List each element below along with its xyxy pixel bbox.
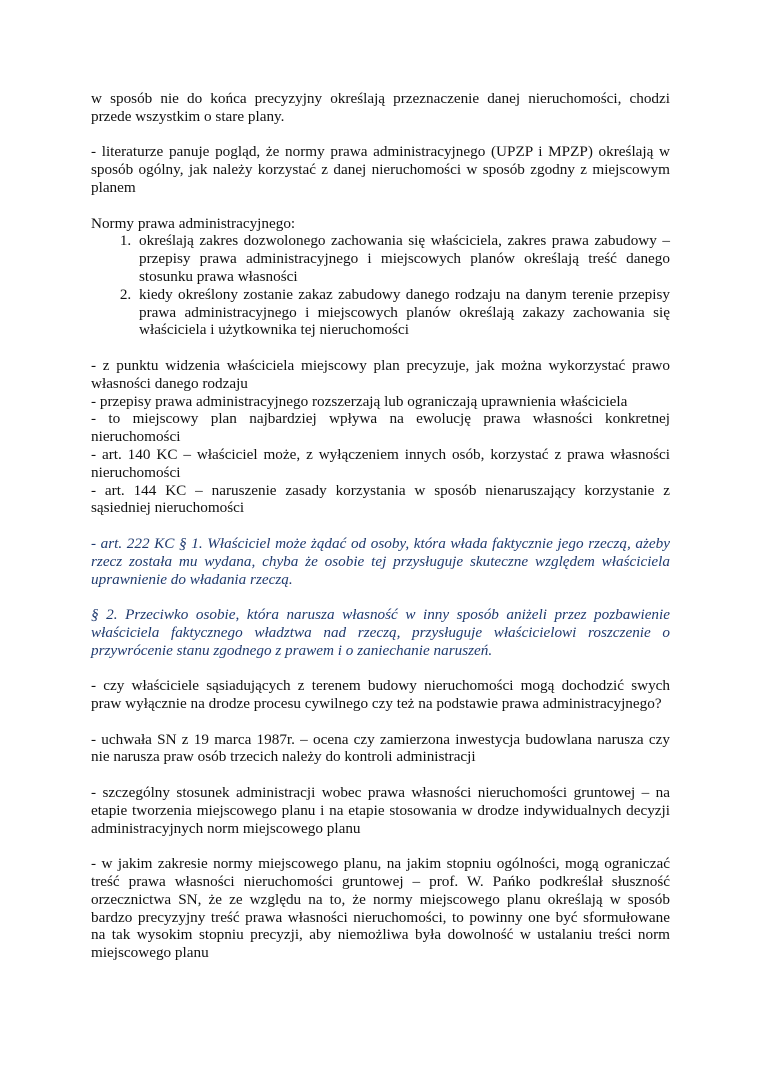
- bullet-item: - art. 140 KC – właściciel może, z wyłączeniem innych osób, korzystać z prawa własności nieruchomości: [91, 445, 670, 481]
- literature-paragraph: - literaturze panuje pogląd, że normy prawa administracyjnego (UPZP i MPZP) określają w sposób ogólny, jak należy korzystać z danej nieruchomości w sposób zgodny z miejscowym planem: [91, 143, 670, 196]
- neighbours-paragraph: - czy właściciele sąsiadujących z terenem budowy nieruchomości mogą dochodzić swych praw wyłącznie na drodze procesu cywilnego czy też na podstawie prawa administracyjnego?: [91, 677, 670, 713]
- bullet-group: [91, 357, 670, 517]
- norms-list-item: 2. kiedy określony zostanie zakaz zabudowy danego rodzaju na danym terenie przepisy prawa administracyjnego i miejscowych planów określają zakazy zachowania się właściciela i użytkownika tej nieruchomości: [135, 286, 670, 339]
- bullet-item: - przepisy prawa administracyjnego rozszerzają lub ograniczają uprawnienia właściciela: [91, 392, 628, 410]
- resolution-paragraph: - uchwała SN z 19 marca 1987r. – ocena czy zamierzona inwestycja budowlana narusza czy nie narusza praw osób trzecich należy do kontroli administracji: [91, 730, 670, 766]
- bullet-item: - z punktu widzenia właściciela miejscowy plan precyzuje, jak można wykorzystać prawo własności danego rodzaju: [91, 356, 670, 392]
- document-page: [91, 90, 670, 980]
- norms-heading: Normy prawa administracyjnego:: [91, 214, 296, 232]
- quote-art222-paragraph1: - art. 222 KC § 1. Właściciel może żądać od osoby, która włada faktycznie jego rzeczą, ażeby rzecz została mu wydana, chyba że osobie tej przysługuje skuteczne względem właściciela uprawnienie do władania rzeczą.: [91, 534, 670, 588]
- bullet-item: - art. 144 KC – naruszenie zasady korzystania w sposób nienaruszający korzystanie z sąsiedniej nieruchomości: [91, 481, 670, 517]
- relation-paragraph: - szczególny stosunek administracji wobec prawa własności nieruchomości gruntowej – na etapie tworzenia miejscowego planu i na etapie stosowania w drodze indywidualnych decyzji administracyjnych norm miejscowego planu: [91, 784, 670, 837]
- quote-art222-paragraph2: § 2. Przeciwko osobie, która narusza własność w inny sposób aniżeli przez pozbawienie właściciela faktycznego władztwa nad rzeczą, przysługuje właścicielowi roszczenie o przywrócenie stanu zgodnego z prawem i o zaniechanie naruszeń.: [91, 606, 670, 659]
- norms-list-item: 1. określają zakres dozwolonego zachowania się właściciela, zakres prawa zabudowy – przepisy prawa administracyjnego i miejscowych planów określają treść danego stosunku prawa własności: [135, 232, 670, 285]
- scope-paragraph: - w jakim zakresie normy miejscowego planu, na jakim stopniu ogólności, mogą ograniczać treść prawa własności nieruchomości gruntowej – prof. W. Pańko podkreślał słuszność orzecznictwa SN, że ze względu na to, że normy miejscowego planu określają w sposób bardzo precyzyjny treść prawa własności nieruchomości, to powinny one być sformułowane na tak wysokim stopniu precyzji, aby niemożliwa była dowolność w ustalaniu treści norm miejscowego planu: [91, 855, 670, 962]
- bullet-item: - to miejscowy plan najbardziej wpływa na ewolucję prawa własności konkretnej nieruchomości: [91, 410, 670, 446]
- intro-paragraph: w sposób nie do końca precyzyjny określają przeznaczenie danej nieruchomości, chodzi przede wszystkim o stare plany.: [91, 90, 670, 125]
- norms-list: [91, 232, 670, 339]
